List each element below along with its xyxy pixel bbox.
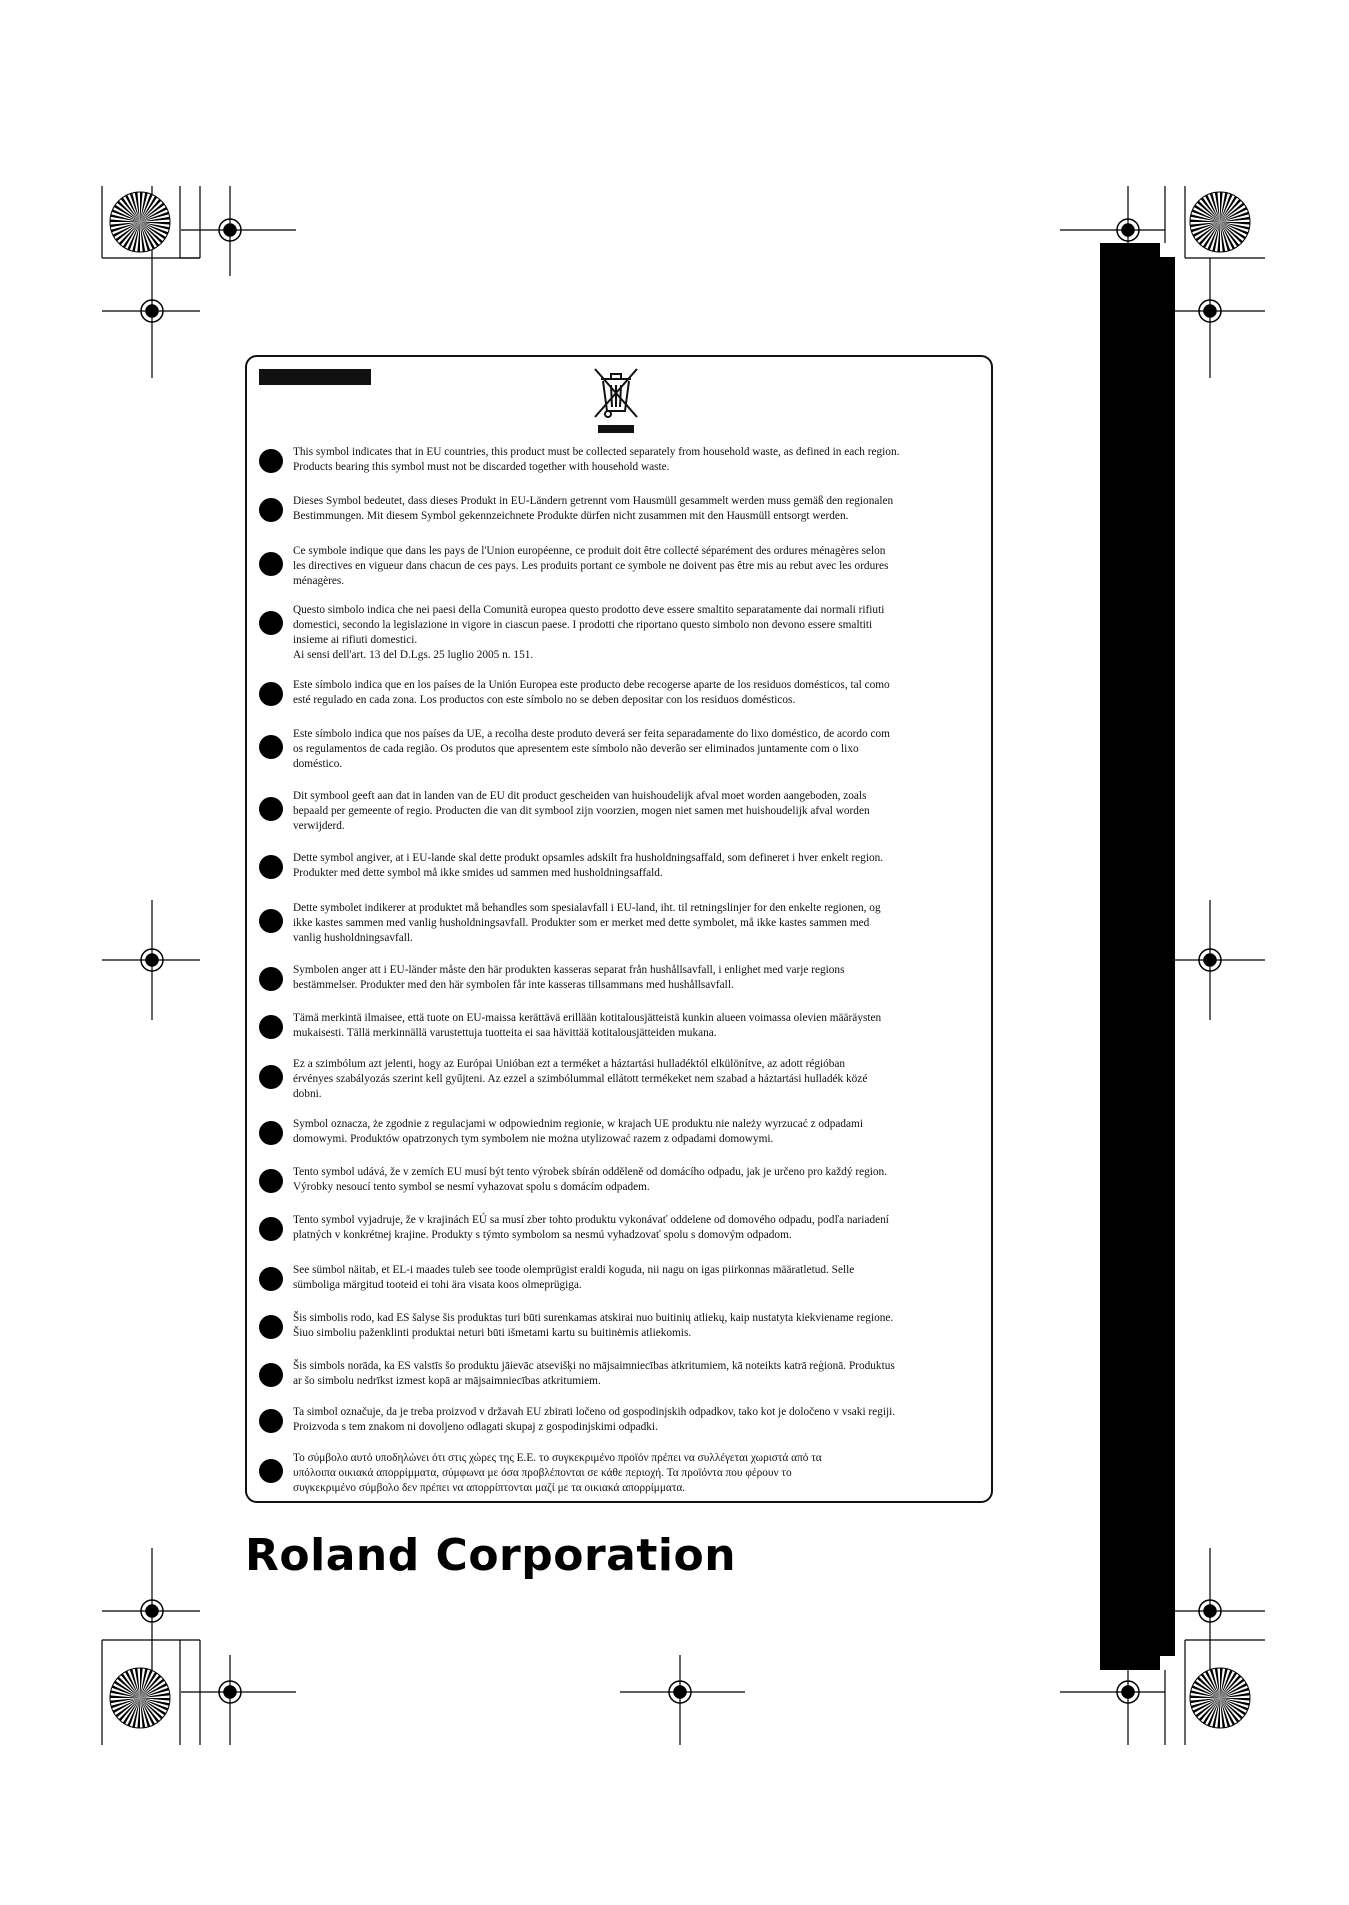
star-target-icon [110, 1668, 170, 1728]
notice-line: υπόλοιπα οικιακά απορρίμματα, σύμφωνα με όσα προβλέπονται σε κάθε περιοχή. Τα προϊόντα που φέρουν το [293, 1467, 792, 1479]
language-bullet-icon [259, 1015, 283, 1039]
brand-logo-text: Roland Corporation [245, 1530, 737, 1581]
notice-line: Το σύμβολο αυτό υποδηλώνει ότι στις χώρες της Ε.Ε. το συγκεκριμένο προϊόν πρέπει να συλλέγεται χωριστά από τα [293, 1452, 822, 1464]
language-bullet-icon [259, 797, 283, 821]
weee-notice-panel [245, 355, 993, 1503]
language-bullet-icon [259, 1121, 283, 1145]
notice-line: Šiuo simboliu paženklinti produktai neturi būti išmetami kartu su buitinėmis atliekomis. [293, 1327, 692, 1339]
language-bullet-icon [259, 1459, 283, 1483]
notice-item [259, 727, 977, 772]
notice-line: συγκεκριμένο σύμβολο δεν πρέπει να απορρίπτονται μαζί με τα οικιακά απορρίμματα. [293, 1482, 686, 1494]
notice-item [259, 963, 977, 993]
notice-item [259, 1451, 977, 1496]
notice-item [259, 603, 977, 663]
language-bullet-icon [259, 552, 283, 576]
language-bullet-icon [259, 1315, 283, 1339]
notice-item [259, 1117, 977, 1147]
edge-tab-notch-bottom [1160, 1656, 1175, 1670]
notice-line: Bestimmungen. Mit diesem Symbol gekennzeichnete Produkte dürfen nicht zusammen mit den Hausmüll entsorgt werden. [293, 510, 849, 522]
notice-item [259, 544, 977, 589]
notice-item [259, 445, 977, 475]
language-bullet-icon [259, 1217, 283, 1241]
notice-line: Dieses Symbol bedeutet, dass dieses Produkt in EU-Ländern getrennt vom Hausmüll gesammelt werden muss gemäß den regionalen [293, 495, 894, 507]
notice-line: Tämä merkintä ilmaisee, että tuote on EU-maissa kerättävä erillään kotitalousjätteistä kunkin alueen voimassa olevien määräysten [293, 1012, 882, 1024]
notice-line: bestämmelser. Produkter med den här symbolen får inte kasseras tillsammans med hushållsavfall. [293, 979, 734, 991]
language-bullet-icon [259, 1267, 283, 1291]
notice-item [259, 1405, 977, 1435]
language-bullet-icon [259, 735, 283, 759]
notice-line: Products bearing this symbol must not be discarded together with household waste. [293, 461, 670, 473]
star-target-icon [110, 192, 170, 252]
notice-item [259, 851, 977, 881]
notice-line: insieme ai rifiuti domestici. [293, 634, 418, 646]
notice-line: doméstico. [293, 758, 343, 770]
star-target-icon [1190, 1668, 1250, 1728]
notice-item [259, 1165, 977, 1195]
language-bullet-icon [259, 1169, 283, 1193]
notice-line: vanlig husholdningsavfall. [293, 932, 413, 944]
notice-item [259, 494, 977, 524]
notice-line: ikke kastes sammen med vanlig husholdningsavfall. Produkter som er merket med dette symbolet, må ikke kastes sammen med [293, 917, 870, 929]
notice-line: This symbol indicates that in EU countries, this product must be collected separately from household waste, as defined in each region. [293, 446, 900, 458]
notice-item [259, 789, 977, 834]
notice-line: platných v konkrétnej krajine. Produkty s týmto symbolom sa nesmú vyhadzovať spolu s domovým odpadom. [293, 1229, 792, 1241]
notice-item [259, 1311, 977, 1341]
language-bullet-icon [259, 967, 283, 991]
notice-line: Výrobky nesoucí tento symbol se nesmí vyhazovat spolu s domácím odpadem. [293, 1181, 650, 1193]
notice-item [259, 1057, 977, 1102]
notice-line: bepaald per gemeente of regio. Producten die van dit symbool zijn voorzien, mogen niet samen met huishoudelijk afval worden [293, 805, 870, 817]
language-bullet-icon [259, 855, 283, 879]
language-bullet-icon [259, 682, 283, 706]
notice-line: Ta simbol označuje, da je treba proizvod v državah EU zbirati ločeno od gospodinjskih odpadkov, tako kot je določeno v vsaki regiji. [293, 1406, 896, 1418]
notice-line: Tento symbol udává, že v zemích EU musí být tento výrobek sbírán odděleně od domácího odpadu, jak je určeno pro každý region. [293, 1166, 888, 1178]
notice-line: Šis simbols norāda, ka ES valstīs šo produktu jāievāc atsevišķi no mājsaimniecības atkritumiem, kā noteikts katrā reģionā. Produktus [293, 1360, 895, 1372]
notice-line: Dette symbol angiver, at i EU-lande skal dette produkt opsamles adskilt fra husholdningsaffald, som defineret i hver enkelt region. [293, 852, 884, 864]
notice-line: sümboliga märgitud tooteid ei tohi ära visata koos olmeprügiga. [293, 1279, 582, 1291]
notice-line: verwijderd. [293, 820, 345, 832]
black-edge-tab [1100, 243, 1175, 1670]
notice-line: dobni. [293, 1088, 322, 1100]
notice-line: Produkter med dette symbol må ikke smides ud sammen med husholdningsaffald. [293, 867, 663, 879]
notice-line: Šis simbolis rodo, kad ES šalyse šis produktas turi būti surenkamas atskirai nuo buitinių atliekų, kaip nustatyta kiekviename regione. [293, 1312, 894, 1324]
language-bullet-icon [259, 611, 283, 635]
notice-line: ménagères. [293, 575, 345, 587]
notice-line: Ce symbole indique que dans les pays de l'Union européenne, ce produit doit être collecté séparément des ordures ménagères selon [293, 545, 886, 557]
notice-line: Symbolen anger att i EU-länder måste den här produkten kasseras separat från hushållsavfall, i enlighet med varje regions [293, 964, 845, 976]
language-bullet-icon [259, 909, 283, 933]
notice-line: domowymi. Produktów opatrzonych tym symbolem nie można utylizować razem z odpadami domowymi. [293, 1133, 774, 1145]
crossed-out-wheelie-bin-icon [593, 367, 639, 439]
notice-line: Este símbolo indica que en los países de la Unión Europea este producto debe recogerse aparte de los residuos domésticos, tal como [293, 679, 890, 691]
notice-line: Proizvoda s tem znakom ni dovoljeno odlagati skupaj z gospodinjskimi odpadki. [293, 1421, 658, 1433]
notice-line: Questo simbolo indica che nei paesi della Comunità europea questo prodotto deve essere smaltito separatamente dai normali rifiuti [293, 604, 885, 616]
notice-line: mukaisesti. Tällä merkinnällä varustettuja tuotteita ei saa hävittää kotitalousjätteiden mukana. [293, 1027, 717, 1039]
language-bullet-icon [259, 498, 283, 522]
notice-line: Este símbolo indica que nos países da UE, a recolha deste produto deverá ser feita separadamente do lixo doméstico, de acordo com [293, 728, 890, 740]
notice-line: esté regulado en cada zona. Los productos con este símbolo no se deben depositar con los residuos domésticos. [293, 694, 796, 706]
star-target-icon [1190, 192, 1250, 252]
notice-line: Dette symbolet indikerer at produktet må behandles som spesialavfall i EU-land, iht. til retningslinjer for den enkelte regionen, og [293, 902, 881, 914]
notice-line: os regulamentos de cada região. Os produtos que apresentem este símbolo não deverão ser eliminados juntamente com o lixo [293, 743, 859, 755]
notice-line: domestici, secondo la legislazione in vigore in ciascun paese. I prodotti che riportano questo simbolo non devono essere smaltiti [293, 619, 873, 631]
notice-line: See sümbol näitab, et EL-i maades tuleb see toode olemprügist eraldi koguda, nii nagu on igas piirkonnas määratletud. Selle [293, 1264, 855, 1276]
notice-item [259, 678, 977, 708]
notice-item [259, 1011, 977, 1041]
language-bullet-icon [259, 1363, 283, 1387]
notice-item [259, 1359, 977, 1389]
notice-item [259, 1213, 977, 1243]
language-bullet-icon [259, 1409, 283, 1433]
edge-tab-notch [1160, 243, 1175, 257]
language-bullet-icon [259, 1065, 283, 1089]
panel-label-bar [259, 369, 371, 385]
notice-line: Symbol oznacza, że zgodnie z regulacjami w odpowiednim regionie, w krajach UE produktu nie należy wyrzucać z odpadami [293, 1118, 863, 1130]
notice-item [259, 901, 977, 946]
notice-item [259, 1263, 977, 1293]
notice-line: les directives en vigueur dans chacun de ces pays. Les produits portant ce symbole ne doivent pas être mis au rebut avec les ordures [293, 560, 889, 572]
notice-line: Dit symbool geeft aan dat in landen van de EU dit product gescheiden van huishoudelijk afval moet worden aangeboden, zoals [293, 790, 867, 802]
notice-line: Ez a szimbólum azt jelenti, hogy az Európai Unióban ezt a terméket a háztartási hulladéktól elkülönítve, az adott régióban [293, 1058, 846, 1070]
notice-line: Ai sensi dell'art. 13 del D.Lgs. 25 luglio 2005 n. 151. [293, 649, 534, 661]
notice-line: Tento symbol vyjadruje, že v krajinách EÚ sa musí zber tohto produktu vykonávať oddelene od domového odpadu, podľa nariadení [293, 1214, 889, 1226]
language-bullet-icon [259, 449, 283, 473]
notice-line: ar šo simbolu nedrīkst izmest kopā ar mājsaimniecības atkritumiem. [293, 1375, 601, 1387]
notice-line: érvényes szabályozás szerint kell gyűjteni. Az ezzel a szimbólummal ellátott termékeket nem szabad a háztartási hulladék közé [293, 1073, 868, 1085]
